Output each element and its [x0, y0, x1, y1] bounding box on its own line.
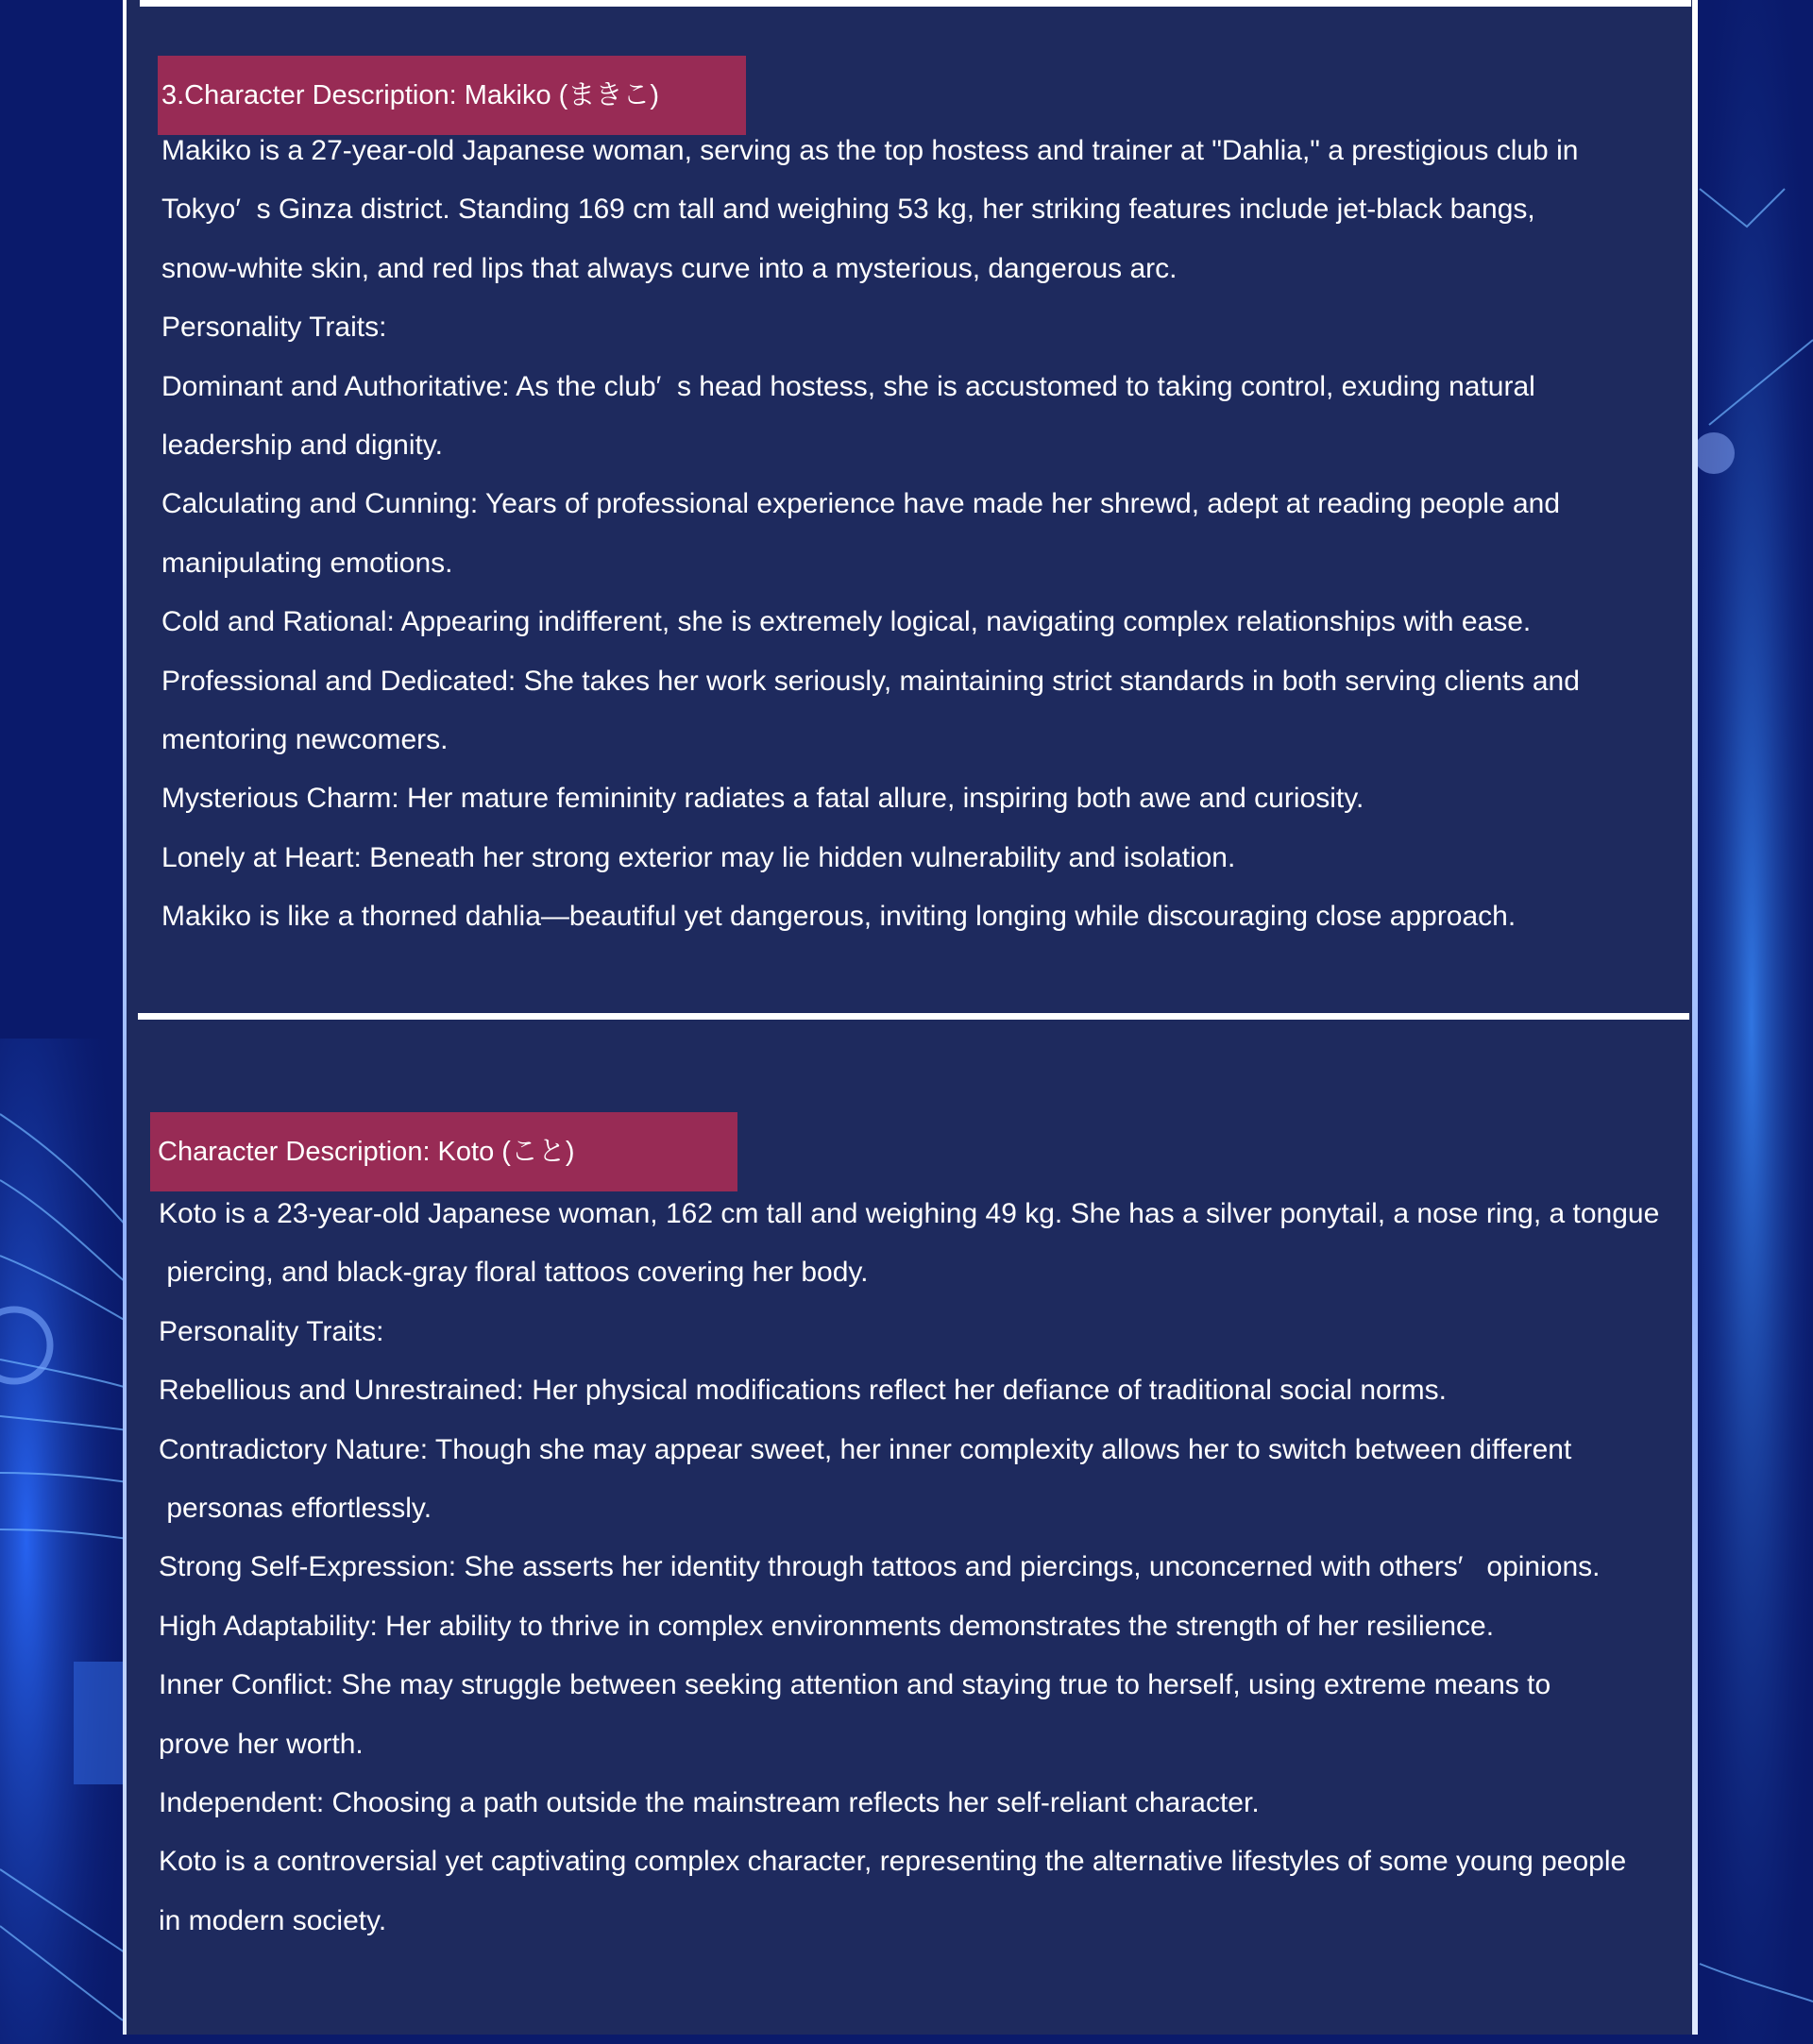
panel-left-glow	[123, 0, 127, 2035]
text-line: prove her worth.	[159, 1728, 364, 1760]
text-line: personas effortlessly.	[159, 1493, 432, 1524]
text-line: snow-white skin, and red lips that always curve into a mysterious, dangerous arc.	[161, 252, 1178, 284]
text-line: Calculating and Cunning: Years of professional experience have made her shrewd, adept at reading people and	[161, 488, 1561, 520]
text-line: Koto is a controversial yet captivating complex character, representing the alternative lifestyles of some young people	[159, 1846, 1627, 1878]
text-line: Tokyo′ s Ginza district. Standing 169 cm tall and weighing 53 kg, her striking features include jet-black bangs,	[161, 194, 1535, 226]
text-line: manipulating emotions.	[161, 547, 453, 579]
text-line: High Adaptability: Her ability to thrive in complex environments demonstrates the strength of her resilience.	[159, 1610, 1495, 1642]
text-line: Inner Conflict: She may struggle between seeking attention and staying true to herself, using extreme means to	[159, 1669, 1551, 1701]
text-line: Makiko is like a thorned dahlia—beautiful yet dangerous, inviting longing while discouraging close approach.	[161, 901, 1516, 933]
text-line: leadership and dignity.	[161, 430, 443, 461]
text-line: Contradictory Nature: Though she may appear sweet, her inner complexity allows her to switch between different	[159, 1433, 1572, 1465]
text-line: mentoring newcomers.	[161, 724, 449, 755]
text-line: Mysterious Charm: Her mature femininity radiates a fatal allure, inspiring both awe and curiosity.	[161, 783, 1364, 815]
top-divider	[140, 0, 1691, 7]
text-line: Cold and Rational: Appearing indifferent, she is extremely logical, navigating complex relationships with ease.	[161, 606, 1532, 638]
section-divider	[138, 1013, 1689, 1020]
text-line: Professional and Dedicated: She takes her work seriously, maintaining strict standards in both serving clients and	[161, 665, 1580, 697]
text-line: in modern society.	[159, 1904, 387, 1936]
text-line: Lonely at Heart: Beneath her strong exterior may lie hidden vulnerability and isolation.	[161, 841, 1236, 873]
section-heading: Character Description: Koto (こと)	[150, 1112, 737, 1191]
text-line: Makiko is a 27-year-old Japanese woman, serving as the top hostess and trainer at "Dahlia," a prestigious club in	[161, 135, 1579, 166]
text-line: piercing, and black-gray floral tattoos covering her body.	[159, 1257, 869, 1289]
text-line: Personality Traits:	[159, 1315, 384, 1347]
section-heading: 3.Character Description: Makiko (まきこ)	[158, 56, 746, 135]
panel-right-glow	[1692, 0, 1698, 2035]
text-line: Rebellious and Unrestrained: Her physical modifications reflect her defiance of traditional social norms.	[159, 1375, 1448, 1407]
text-line: Koto is a 23-year-old Japanese woman, 162 cm tall and weighing 49 kg. She has a silver ponytail, a nose ring, a tongue	[159, 1198, 1660, 1229]
text-line: Dominant and Authoritative: As the club′ s head hostess, she is accustomed to taking control, exuding natural	[161, 370, 1535, 402]
text-line: Independent: Choosing a path outside the mainstream reflects her self-reliant character.	[159, 1787, 1260, 1818]
text-line: Personality Traits:	[161, 312, 387, 344]
text-line: Strong Self-Expression: She asserts her identity through tattoos and piercings, unconcerned with others′ opinions.	[159, 1551, 1601, 1583]
